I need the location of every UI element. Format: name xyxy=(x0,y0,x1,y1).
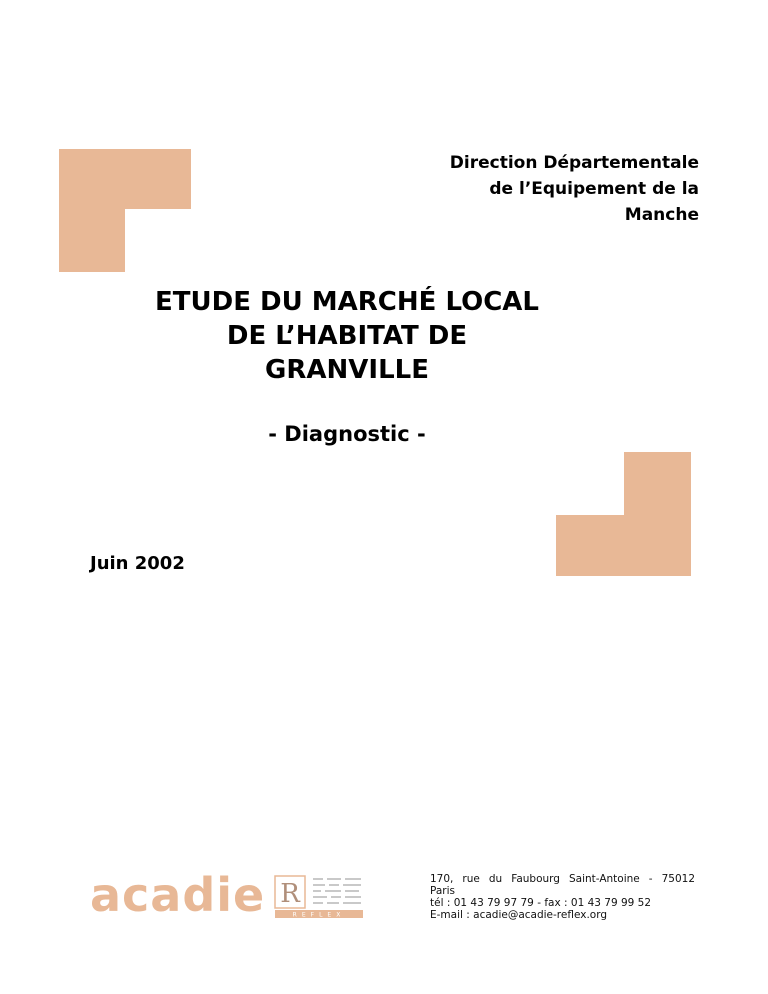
document-subtitle: - Diagnostic - xyxy=(268,422,426,446)
email-line: E-mail : acadie@acadie-reflex.org xyxy=(430,909,607,921)
title-line: ETUDE DU MARCHÉ LOCAL xyxy=(155,287,539,317)
reflex-logo xyxy=(273,873,365,919)
document-date: Juin 2002 xyxy=(90,553,185,574)
title-line: DE L’HABITAT DE xyxy=(226,321,468,351)
corner-shape-bottom-right xyxy=(556,452,691,576)
document-title xyxy=(132,285,562,387)
contact-address xyxy=(430,873,695,921)
reflex-wordmark: REFLEX xyxy=(292,911,346,919)
acadie-logo: acadie xyxy=(90,868,266,922)
address-line: 170, rue du Faubourg Saint-Antoine - 75012 xyxy=(430,873,695,885)
corner-shape-top-left xyxy=(59,149,191,272)
title-line: GRANVILLE xyxy=(265,355,429,385)
organization-line: Direction Départementale xyxy=(449,153,699,173)
organization-line: Manche xyxy=(624,205,699,225)
reflex-monogram: R xyxy=(280,879,300,909)
phone-fax-line: tél : 01 43 79 97 79 - fax : 01 43 79 99 52 xyxy=(430,897,652,909)
organization-name xyxy=(359,150,699,228)
address-line: Paris xyxy=(430,885,455,897)
organization-line: de l’Equipement de la xyxy=(489,179,699,199)
